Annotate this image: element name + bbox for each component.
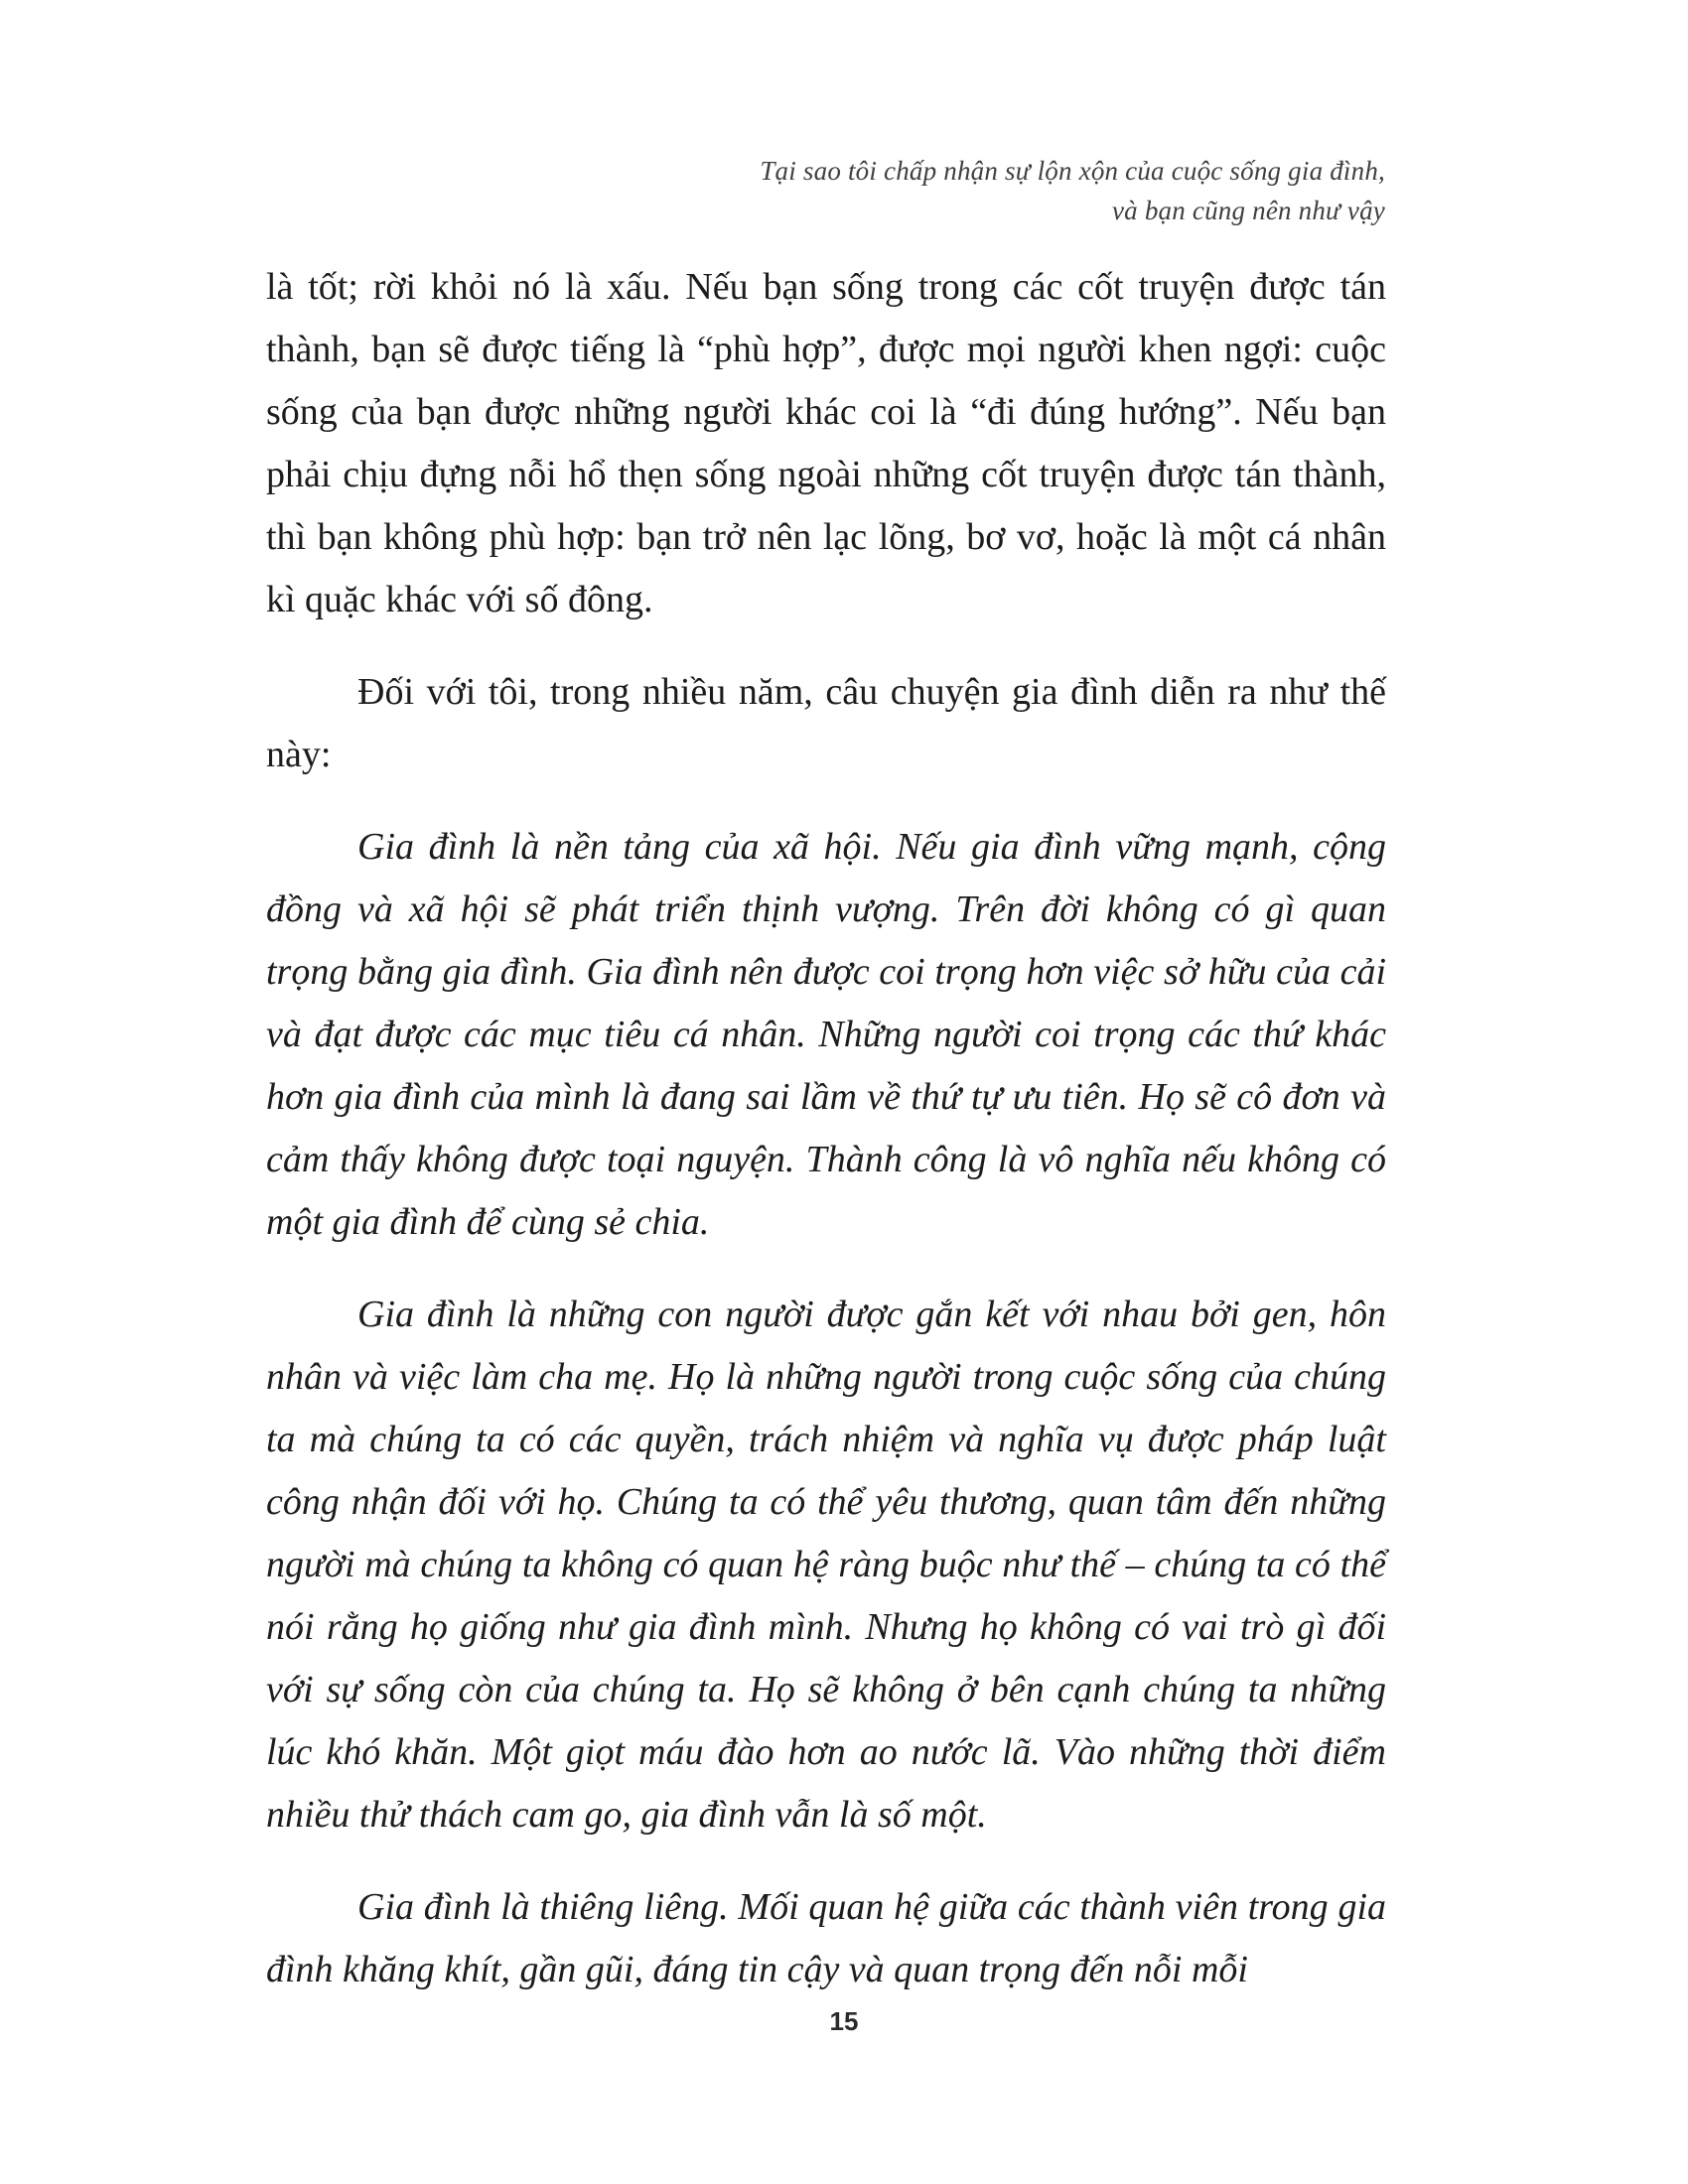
page-body — [266, 256, 1386, 2001]
paragraph-quote: Gia đình là thiêng liêng. Mối quan hệ giữa các thành viên trong gia đình khăng khít, gần gũi, đáng tin cậy và quan trọng đến nỗi mỗi — [266, 1886, 1386, 1990]
running-header-line2: và bạn cũng nên như vậy — [1112, 196, 1385, 225]
paragraph: là tốt; rời khỏi nó là xấu. Nếu bạn sống trong các cốt truyện được tán thành, bạn sẽ được tiếng là “phù hợp”, được mọi người khen ngợi: cuộc sống của bạn được những người khác coi là “đi đúng hướng”. Nếu bạn phải chịu đựng nỗi hổ thẹn sống ngoài những cốt truyện được tán thành, thì bạn không phù hợp: bạn trở nên lạc lõng, bơ vơ, hoặc là một cá nhân kì quặc khác với số đông. — [266, 266, 1386, 620]
paragraph-quote: Gia đình là nền tảng của xã hội. Nếu gia đình vững mạnh, cộng đồng và xã hội sẽ phát triển thịnh vượng. Trên đời không có gì quan trọng bằng gia đình. Gia đình nên được coi trọng hơn việc sở hữu của cải và đạt được các mục tiêu cá nhân. Những người coi trọng các thứ khác hơn gia đình của mình là đang sai lầm về thứ tự ưu tiên. Họ sẽ cô đơn và cảm thấy không được toại nguyện. Thành công là vô nghĩa nếu không có một gia đình để cùng sẻ chia. — [266, 826, 1386, 1243]
running-header — [268, 151, 1385, 230]
page-number: 15 — [829, 2006, 859, 2036]
paragraph-quote: Gia đình là những con người được gắn kết với nhau bởi gen, hôn nhân và việc làm cha mẹ. Họ là những người trong cuộc sống của chúng ta mà chúng ta có các quyền, trách nhiệm và nghĩa vụ được pháp luật công nhận đối với họ. Chúng ta có thể yêu thương, quan tâm đến những người mà chúng ta không có quan hệ ràng buộc như thế – chúng ta có thể nói rằng họ giống như gia đình mình. Nhưng họ không có vai trò gì đối với sự sống còn của chúng ta. Họ sẽ không ở bên cạnh chúng ta những lúc khó khăn. Một giọt máu đào hơn ao nước lã. Vào những thời điểm nhiều thử thách cam go, gia đình vẫn là số một. — [266, 1294, 1386, 1836]
running-header-line1: Tại sao tôi chấp nhận sự lộn xộn của cuộc sống gia đình, — [760, 156, 1385, 186]
paragraph: Đối với tôi, trong nhiều năm, câu chuyện gia đình diễn ra như thế này: — [266, 671, 1386, 775]
